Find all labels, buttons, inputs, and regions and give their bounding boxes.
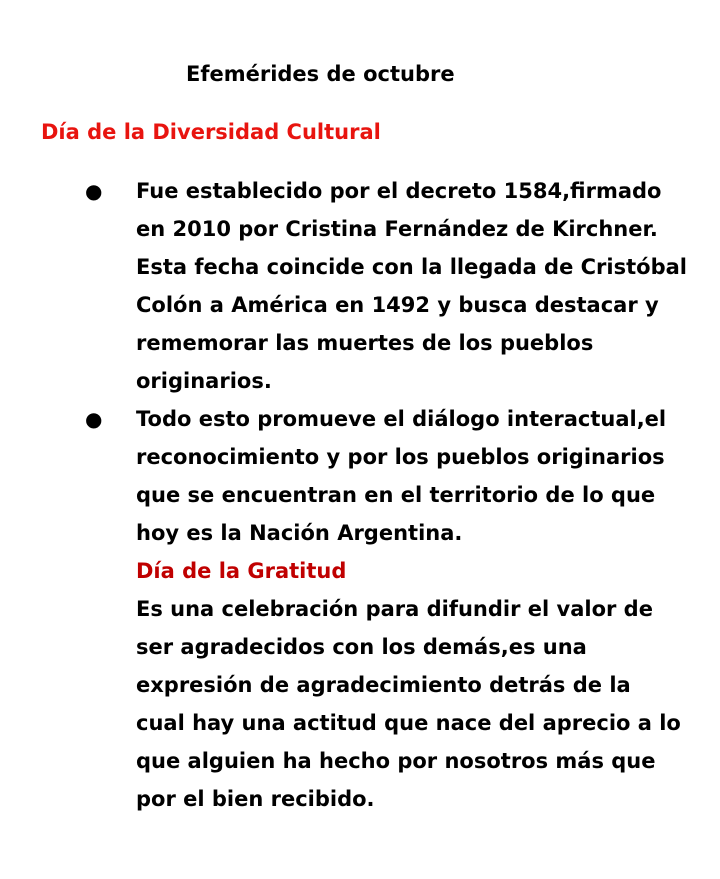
subheading-gratitud: Día de la Gratitud: [136, 559, 347, 583]
section-heading-diversidad: Día de la Diversidad Cultural: [41, 120, 381, 144]
text-line: reconocimiento y por los pueblos originarios: [136, 445, 665, 469]
text-line: Fue establecido por el decreto 1584,firmado: [136, 179, 662, 203]
text-line: que se encuentran en el territorio de lo que: [136, 483, 656, 507]
text-line: hoy es la Nación Argentina.: [136, 521, 463, 545]
text-line: cual hay una actitud que nace del aprecio a lo: [136, 711, 681, 735]
text-line: Esta fecha coincide con la llegada de Cristóbal: [136, 255, 687, 279]
bullet-icon: ●: [85, 407, 103, 431]
text-line: rememorar las muertes de los pueblos: [136, 331, 594, 355]
document-title: Efemérides de octubre: [186, 62, 455, 86]
text-line: por el bien recibido.: [136, 787, 375, 811]
bullet-icon: ●: [85, 179, 103, 203]
text-line: que alguien ha hecho por nosotros más que: [136, 749, 656, 773]
text-line: Colón a América en 1492 y busca destacar y: [136, 293, 659, 317]
bullet-item-2: [0, 400, 680, 818]
bullet-list: [0, 172, 720, 818]
text-line: ser agradecidos con los demás,es una: [136, 635, 587, 659]
text-line: en 2010 por Cristina Fernández de Kirchner.: [136, 217, 658, 241]
bullet-item-1: [0, 172, 687, 400]
text-line: expresión de agradecimiento detrás de la: [136, 673, 631, 697]
text-line: Es una celebración para difundir el valor de: [136, 597, 653, 621]
text-line: Todo esto promueve el diálogo interactual,el: [136, 407, 667, 431]
text-line: originarios.: [136, 369, 272, 393]
